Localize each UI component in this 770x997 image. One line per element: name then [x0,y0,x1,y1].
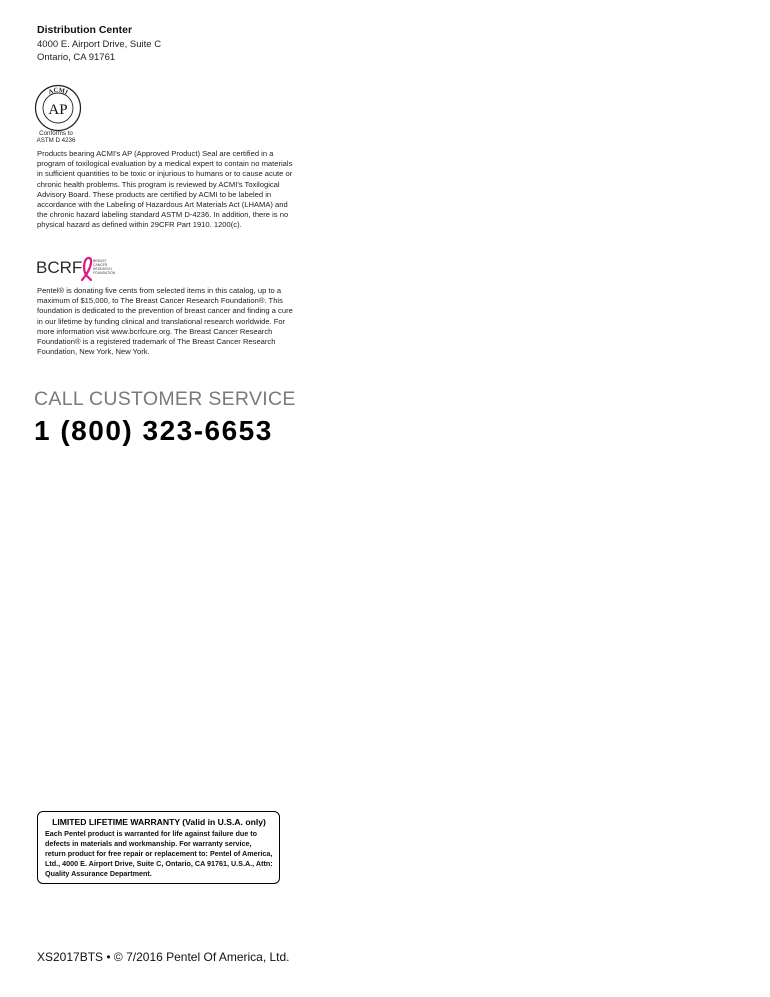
acmi-description: Products bearing ACMI's AP (Approved Product) Seal are certified in a program of toxilogical evaluation by a medical expert to contain no materials in sufficient quantities to be toxic or injurious to humans or to cause acute or chronic health problems. This program is reviewed by ACMI's Toxilogical Advisory Board. These products are certified by ACMI to be labeled in accordance with the Labeling of Hazardous Art Materials Act (LHAMA) and the chronic hazard labeling standard ASTM D-4236. In addition, there is no physical hazard as defined within 29CFR Part 1910. 1200(c). [37,149,293,230]
acmi-ap-seal [34,84,82,132]
call-customer-service-label: CALL CUSTOMER SERVICE [34,388,296,410]
bcrf-small-4: FOUNDATION [93,271,116,275]
bcrf-description: Pentel® is donating five cents from selected items in this catalog, up to a maximum of $15,000, to The Breast Cancer Research Foundation®. This foundation is dedicated to the prevention of breast cancer and finding a cure in our lifetime by funding clinical and translational research worldwide. For more information visit www.bcrfcure.org. The Breast Cancer Research Foundation® is a registered trademark of The Breast Cancer Research Foundation, New York, New York. [37,286,293,357]
svg-text:ACMI [47,87,69,97]
warranty-box [37,811,280,884]
seal-caption-line-1: Conforms to [39,130,73,137]
seal-center-text: AP [48,102,68,118]
bcrf-small-2: CANCER [93,263,108,267]
pink-ribbon-icon [82,258,91,280]
distribution-center-title: Distribution Center [37,24,133,36]
address-line-1: 4000 E. Airport Drive, Suite C [37,39,162,50]
bcrf-small-3: RESEARCH [93,267,112,271]
bcrf-logo-text: BCRF [36,258,83,277]
seal-ring-text: ACMI [47,86,69,97]
customer-service-phone[interactable]: 1 (800) 323-6653 [34,415,273,446]
bcrf-logo [36,253,116,281]
address-line-2: Ontario, CA 91761 [37,52,116,63]
footer-copyright: XS2017BTS • © 7/2016 Pentel Of America, Ltd. [37,950,290,964]
bcrf-small-1: BREAST [93,259,107,263]
warranty-body: Each Pentel product is warranted for life against failure due to defects in materials and workmanship. For warranty service, return product for free repair or replacement to: Pentel of America, Ltd., 4000 E. Airport Drive, Suite C, Ontario, CA 91761, U.S.A., Attn: Quality Assurance Department. [45,829,273,878]
warranty-title: LIMITED LIFETIME WARRANTY (Valid in U.S.A. only) [52,817,266,827]
seal-caption [36,130,76,144]
seal-caption-line-2: ASTM D 4236 [36,137,76,144]
